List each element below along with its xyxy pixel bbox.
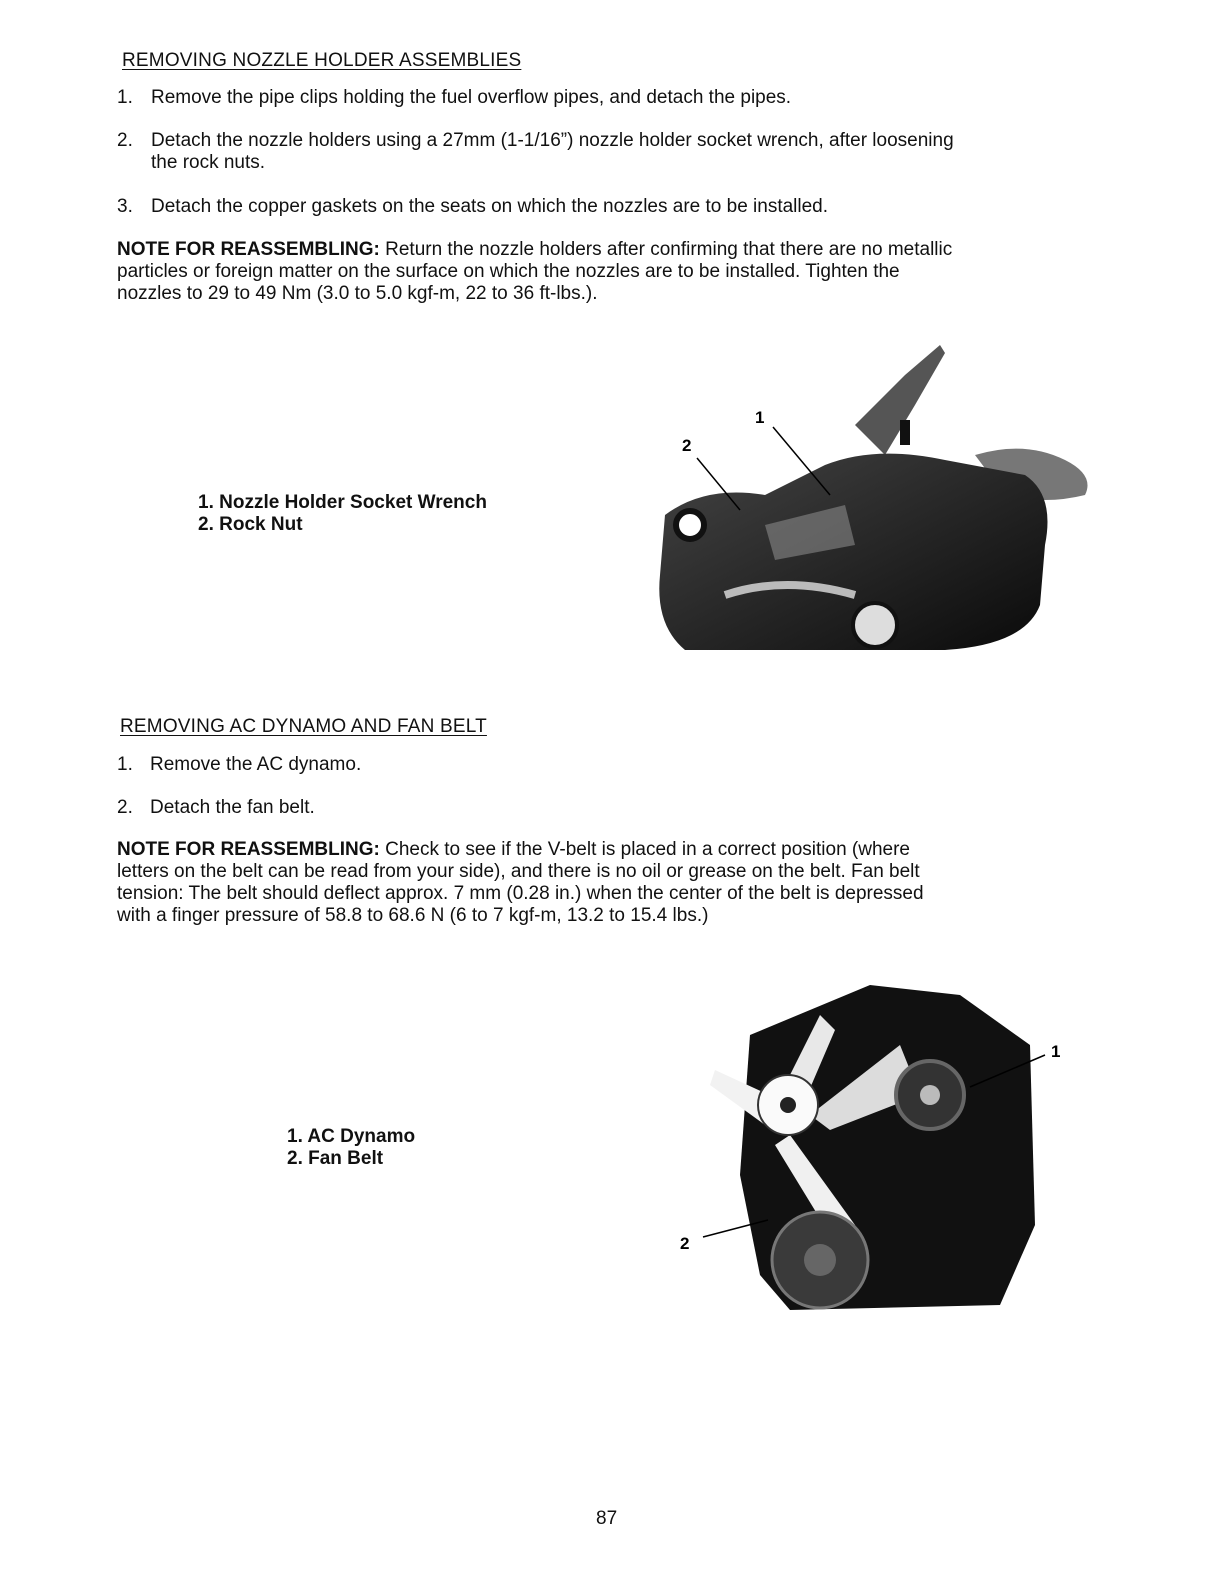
note-text: particles or foreign matter on the surface on which the nozzles are to be installed. Tighten the xyxy=(117,261,900,282)
step-number: 1. xyxy=(117,87,133,108)
ac-dynamo-photo xyxy=(670,975,1070,1320)
figure-legend xyxy=(198,492,487,536)
engine-photo-graphic xyxy=(645,345,1105,655)
step-item xyxy=(117,130,1037,174)
note-text: letters on the belt can be read from your side), and there is no oil or grease on the belt. Fan belt xyxy=(117,861,920,882)
step-item xyxy=(117,87,1017,109)
legend-item: 1. AC Dynamo xyxy=(287,1126,416,1147)
note-label: NOTE FOR REASSEMBLING: xyxy=(117,839,380,860)
callout-label: 1 xyxy=(755,408,765,427)
legend-item: 2. Rock Nut xyxy=(198,514,303,535)
step-item xyxy=(117,797,717,819)
callout-label: 2 xyxy=(682,436,692,455)
step-text: Detach the copper gaskets on the seats on which the nozzles are to be installed. xyxy=(151,196,829,217)
step-text: Remove the AC dynamo. xyxy=(150,754,362,775)
callout-label: 1 xyxy=(1051,1042,1061,1061)
step-text: Remove the pipe clips holding the fuel overflow pipes, and detach the pipes. xyxy=(151,87,792,108)
note-text: tension: The belt should deflect approx. 7 mm (0.28 in.) when the center of the belt is depressed xyxy=(117,883,924,904)
figure-legend xyxy=(287,1126,415,1170)
section-heading-nozzle: REMOVING NOZZLE HOLDER ASSEMBLIES xyxy=(122,50,522,71)
reassembly-note xyxy=(117,239,1057,305)
step-item xyxy=(117,754,717,776)
step-text: Detach the nozzle holders using a 27mm (1-1/16”) nozzle holder socket wrench, after loosening xyxy=(151,130,954,151)
reassembly-note xyxy=(117,839,1057,927)
legend-item: 1. Nozzle Holder Socket Wrench xyxy=(198,492,487,513)
note-label: NOTE FOR REASSEMBLING: xyxy=(117,239,380,260)
step-item xyxy=(117,196,1017,218)
step-text: Detach the fan belt. xyxy=(150,797,315,818)
step-text-continued: the rock nuts. xyxy=(151,152,266,173)
step-number: 2. xyxy=(117,797,133,818)
section-heading-dynamo: REMOVING AC DYNAMO AND FAN BELT xyxy=(120,716,487,737)
legend-item: 2. Fan Belt xyxy=(287,1148,384,1169)
nozzle-holder-photo xyxy=(645,345,1105,655)
note-text: nozzles to 29 to 49 Nm (3.0 to 5.0 kgf-m, 22 to 36 ft-lbs.). xyxy=(117,283,598,304)
note-text: Check to see if the V-belt is placed in a correct position (where xyxy=(379,839,910,860)
note-text: Return the nozzle holders after confirming that there are no metallic xyxy=(379,239,953,260)
note-text: with a finger pressure of 58.8 to 68.6 N (6 to 7 kgf-m, 13.2 to 15.4 lbs.) xyxy=(117,905,709,926)
callout-label: 2 xyxy=(680,1234,690,1253)
step-number: 1. xyxy=(117,754,133,775)
engine-photo-graphic xyxy=(670,975,1070,1320)
page-number: 87 xyxy=(596,1508,618,1529)
step-number: 3. xyxy=(117,196,133,217)
step-number: 2. xyxy=(117,130,133,151)
